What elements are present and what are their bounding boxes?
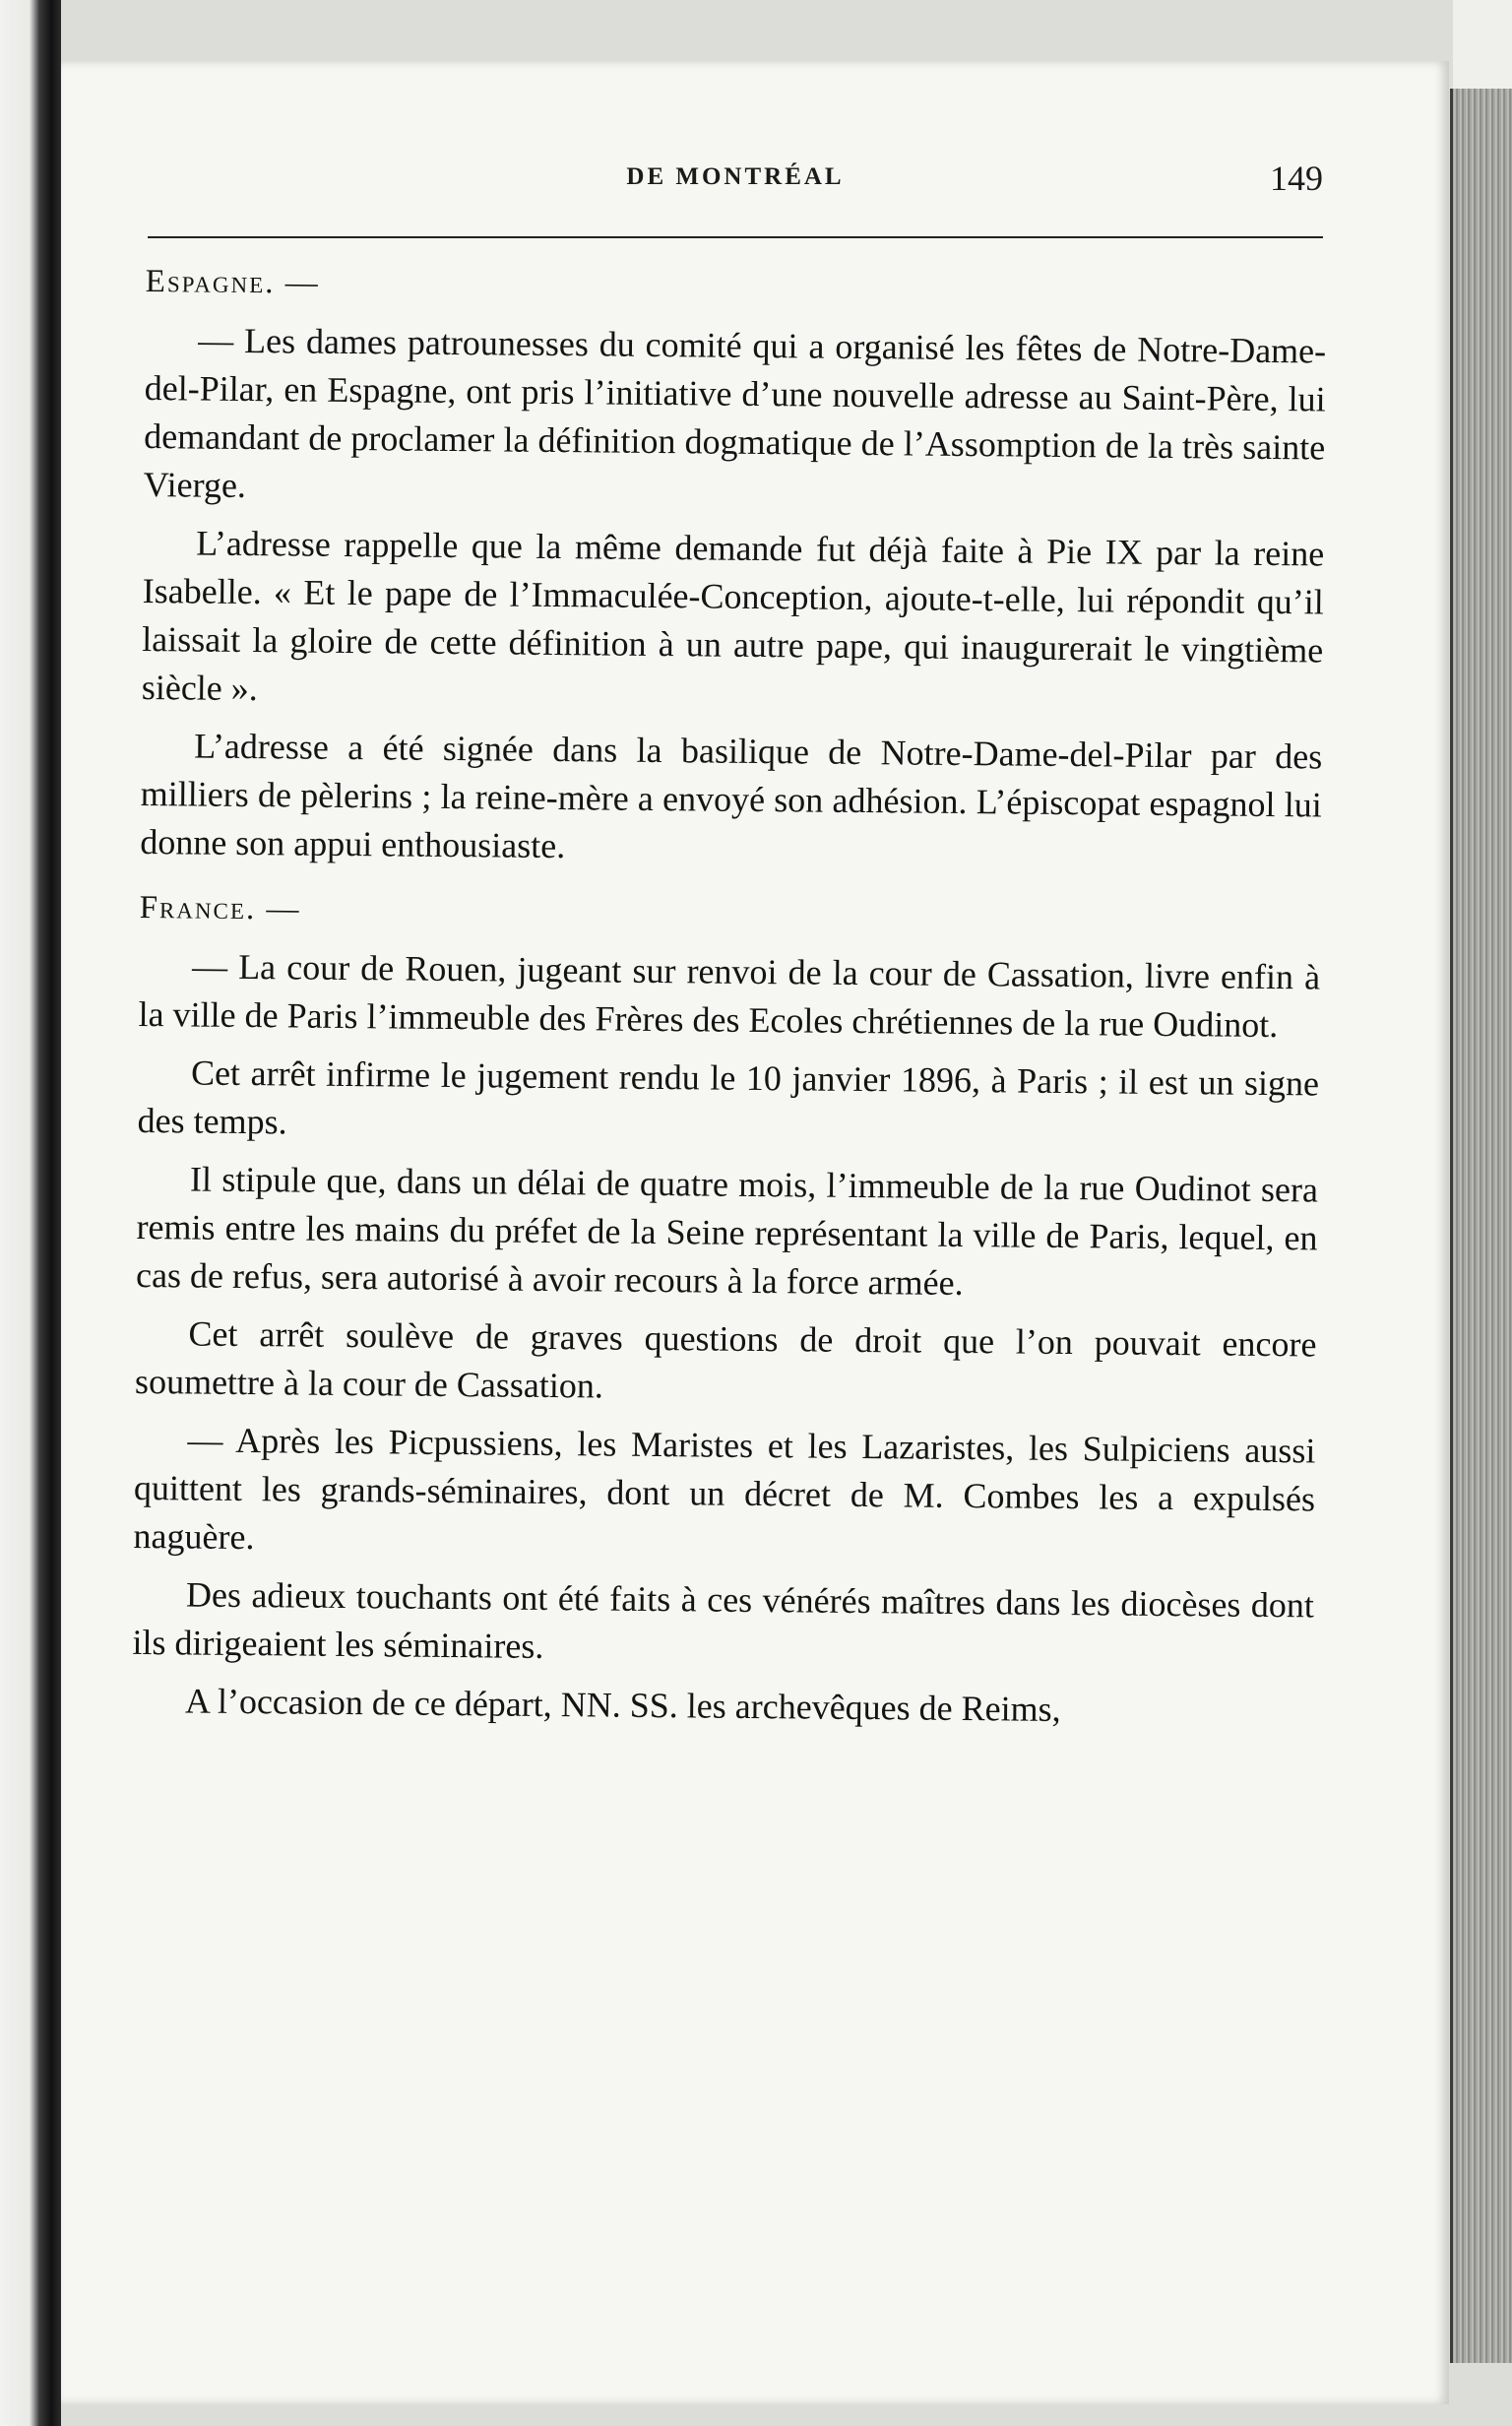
paragraph-4: — La cour de Rouen, jugeant sur renvoi de la cour de Cassation, livre enfin à la ville de Paris l’immeuble des Frères des Ecoles chrétiennes de la rue Oudinot.	[138, 946, 1321, 1046]
book-edge-right-top	[1453, 0, 1512, 89]
page-stack-edge	[1450, 89, 1512, 2363]
paragraph-3: L’adresse a été signée dans la basilique de Notre-Dame-del-Pilar par des milliers de pèlerins ; la reine-mère a envoyé son adhésion. L’épiscopat espagnol lui donne son appui enthousiaste.	[140, 726, 1323, 866]
paragraph-5: Cet arrêt infirme le jugement rendu le 10 janvier 1896, à Paris ; il est un signe des temps.	[137, 1053, 1320, 1142]
body-text	[132, 258, 1327, 1746]
paragraph-1: — Les dames patrounesses du comité qui a organisé les fêtes de Notre-Dame-del-Pilar, en Espagne, ont pris l’initiative d’une nouvelle adresse au Saint-Père, lui demandant de proclamer la définition dogmatique de l’Assomption de la très sainte Vierge.	[143, 320, 1327, 505]
paragraph-9: Des adieux touchants ont été faits à ces vénérés maîtres dans les diocèses dont ils dirigeaient les séminaires.	[132, 1574, 1315, 1666]
paragraph-2: L’adresse rappelle que la même demande fut déjà faite à Pie IX par la reine Isabelle. « Et le pape de l’Immaculée-Conception, ajoute-t-elle, lui répondit qu’il laissait la gloire de cette définition à un autre pape, qui inaugurerait le vingtième siècle ».	[141, 523, 1325, 709]
section-heading-espagne: Espagne. —	[145, 263, 320, 301]
running-title: DE MONTRÉAL	[626, 163, 845, 190]
page-header	[148, 158, 1323, 217]
page-number: 149	[1270, 159, 1323, 198]
header-rule	[148, 236, 1323, 238]
paragraph-7: Cet arrêt soulève de graves questions de droit que l’on pouvait encore soumettre à la cour de Cassation.	[134, 1313, 1317, 1406]
paragraph-8: — Après les Picpussiens, les Maristes et les Lazaristes, les Sulpiciens aussi quittent les grands-séminaires, dont un décret de M. Combes les a expulsés naguère.	[133, 1420, 1316, 1558]
paragraph-10: A l’occasion de ce départ, NN. SS. les archevêques de Reims,	[184, 1681, 1061, 1729]
section-heading-france: France. —	[139, 889, 301, 927]
book-edge-left	[0, 0, 61, 2426]
paragraph-6: Il stipule que, dans un délai de quatre mois, l’immeuble de la rue Oudinot sera remis entre les mains du préfet de la Seine représentant la ville de Paris, lequel, en cas de refus, sera autorisé à avoir recours à la force armée.	[135, 1159, 1319, 1304]
